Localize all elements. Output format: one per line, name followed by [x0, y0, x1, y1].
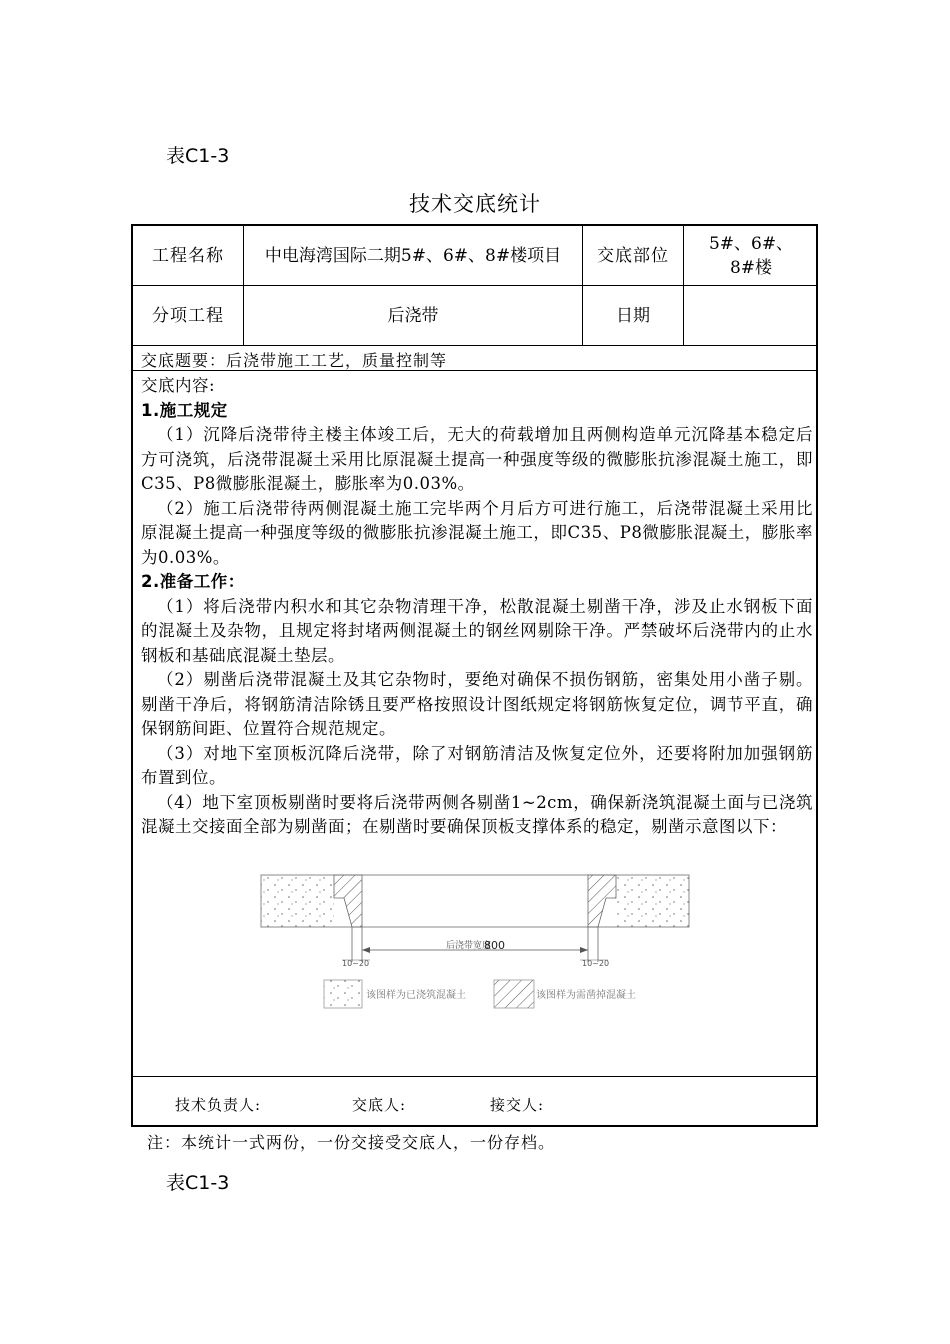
paragraph: （2）剔凿后浇带混凝土及其它杂物时，要绝对确保不损伤钢筋，密集处用小凿子剔。剔凿干净后，将钢筋清洁除锈且要严格按照设计图纸规定将钢筋恢复定位，调节平直，确保钢筋间距、位置符合规范规定。: [141, 670, 813, 738]
band-width-value: 800: [484, 939, 505, 952]
legend-chiseled-label: 该图样为需凿掉混凝土: [536, 990, 636, 1001]
legend-existing-swatch: [324, 980, 362, 1008]
chiseling-diagram: [258, 870, 692, 1012]
content-label: 交底内容:: [141, 376, 216, 395]
row-divider: [133, 1076, 816, 1077]
subitem-label: 分项工程: [152, 305, 224, 326]
right-chisel-dim: 10~20: [582, 959, 610, 968]
section-title: 1.施工规定: [141, 400, 228, 420]
receiver-signature: 接交人:: [490, 1096, 545, 1114]
paragraph: （4）地下室顶板剔凿时要将后浇带两侧各剔凿1~2cm，确保新浇筑混凝土面与已浇筑混凝土交接面全部为剔凿面；在剔凿时要确保顶板支撑体系的稳定，剔凿示意图以下：: [141, 792, 813, 836]
existing-concrete-left: [261, 875, 334, 927]
chiseled-concrete-right: [588, 875, 616, 927]
arrow-right-icon: [580, 947, 588, 953]
form-code-bottom: 表C1-3: [166, 1172, 230, 1194]
date-value[interactable]: [684, 286, 818, 345]
legend-chiseled-swatch: [494, 980, 534, 1008]
disclosure-content: [141, 374, 813, 840]
location-label: 交底部位: [597, 245, 669, 266]
subitem-value: 后浇带: [387, 305, 439, 326]
section-title: 2.准备工作：: [141, 572, 245, 591]
form-code-top: 表C1-3: [166, 145, 230, 167]
tech-lead-signature: 技术负责人:: [175, 1096, 262, 1114]
paragraph: （2）施工后浇带待两侧混凝土施工完毕两个月后方可进行施工，后浇带混凝土采用比原混凝土提高一种强度等级的微膨胀抗渗混凝土施工，即C35、P8微膨胀混凝土，膨胀率为0.03%。: [141, 498, 813, 567]
left-chisel-dim: 10~20: [342, 959, 370, 968]
existing-concrete-right: [616, 875, 689, 927]
band-width-label: 后浇带宽度: [446, 941, 492, 951]
arrow-left-icon: [362, 947, 370, 953]
footer-note: 注：本统计一式两份，一份交接受交底人，一份存档。: [147, 1133, 556, 1152]
paragraph: （3）对地下室顶板沉降后浇带，除了对钢筋清洁及恢复定位外，还要将附加加强钢筋布置到位。: [141, 743, 813, 787]
project-name-label: 工程名称: [152, 245, 224, 266]
location-value: 5#、6#、8#楼: [708, 234, 794, 278]
disclosure-summary: 交底题要：后浇带施工工艺，质量控制等: [141, 351, 448, 370]
date-label: 日期: [616, 305, 650, 326]
paragraph: （1）沉降后浇带待主楼主体竣工后，无大的荷载增加且两侧构造单元沉降基本稳定后方可浇筑，后浇带混凝土采用比原混凝土提高一种强度等级的微膨胀抗渗混凝土施工，即C35、P8微膨胀混凝土，膨胀率为0.03%。: [141, 425, 813, 493]
chiseled-concrete-left: [334, 875, 362, 927]
document-title: 技术交底统计: [409, 192, 541, 216]
row-divider: [133, 345, 816, 346]
discloser-signature: 交底人:: [352, 1096, 407, 1114]
legend-existing-label: 该图样为已浇筑混凝土: [366, 990, 466, 1001]
project-name-value: 中电海湾国际二期5#、6#、8#楼项目: [264, 245, 562, 266]
paragraph: （1）将后浇带内积水和其它杂物清理干净，松散混凝土剔凿干净，涉及止水钢板下面的混凝土及杂物，且规定将封堵两侧混凝土的钢丝网剔除干净。严禁破坏后浇带内的止水钢板和基础底混凝土垫层。: [141, 596, 813, 665]
